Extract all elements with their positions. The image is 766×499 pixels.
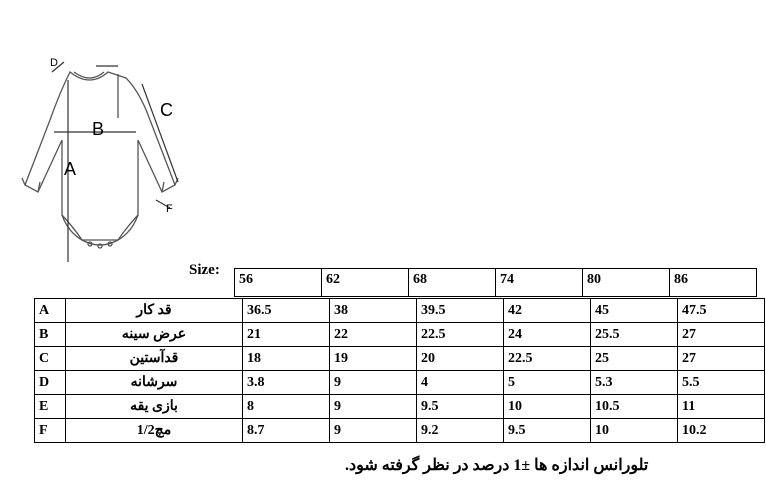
- cell-value: 9.5: [504, 419, 591, 443]
- cell-value: 3.8: [243, 371, 330, 395]
- size-68: 68: [409, 269, 496, 297]
- cell-value: 11: [678, 395, 765, 419]
- size-56: 56: [235, 269, 322, 297]
- label-b: B: [92, 119, 105, 139]
- row-letter: B: [35, 323, 66, 347]
- cell-value: 27: [678, 347, 765, 371]
- row-name: قدآستین: [66, 347, 243, 371]
- size-86: 86: [670, 269, 757, 297]
- cell-value: 9: [330, 371, 417, 395]
- table-row: [35, 347, 765, 371]
- row-letter: F: [35, 419, 66, 443]
- size-label: Size:: [189, 262, 220, 278]
- cell-value: 8.7: [243, 419, 330, 443]
- cell-value: 38: [330, 299, 417, 323]
- cell-value: 8: [243, 395, 330, 419]
- cell-value: 5.5: [678, 371, 765, 395]
- table-row: [35, 371, 765, 395]
- cell-value: 22.5: [417, 323, 504, 347]
- cell-value: 36.5: [243, 299, 330, 323]
- row-name: قد کار: [66, 299, 243, 323]
- label-a: A: [64, 159, 77, 179]
- cell-value: 9: [330, 419, 417, 443]
- cell-value: 5.3: [591, 371, 678, 395]
- label-d: D: [50, 57, 58, 69]
- cell-value: 39.5: [417, 299, 504, 323]
- row-letter: E: [35, 395, 66, 419]
- row-name: بازی یقه: [66, 395, 243, 419]
- row-name: سرشانه: [66, 371, 243, 395]
- size-header-table: [234, 268, 757, 297]
- cell-value: 21: [243, 323, 330, 347]
- label-f: F: [166, 203, 173, 215]
- cell-value: 9: [330, 395, 417, 419]
- cell-value: 10: [504, 395, 591, 419]
- cell-value: 22.5: [504, 347, 591, 371]
- cell-value: 10.5: [591, 395, 678, 419]
- bodysuit-diagram: [0, 0, 200, 280]
- row-letter: A: [35, 299, 66, 323]
- size-62: 62: [322, 269, 409, 297]
- cell-value: 45: [591, 299, 678, 323]
- label-c: C: [160, 100, 173, 120]
- cell-value: 5: [504, 371, 591, 395]
- table-row: [35, 395, 765, 419]
- row-name: عرض سینه: [66, 323, 243, 347]
- table-row: [35, 299, 765, 323]
- cell-value: 42: [504, 299, 591, 323]
- cell-value: 24: [504, 323, 591, 347]
- row-letter: D: [35, 371, 66, 395]
- row-letter: C: [35, 347, 66, 371]
- measurement-table: [34, 298, 765, 443]
- cell-value: 10.2: [678, 419, 765, 443]
- size-74: 74: [496, 269, 583, 297]
- table-row: [35, 323, 765, 347]
- size-80: 80: [583, 269, 670, 297]
- cell-value: 4: [417, 371, 504, 395]
- cell-value: 22: [330, 323, 417, 347]
- cell-value: 20: [417, 347, 504, 371]
- table-row: [35, 419, 765, 443]
- tolerance-note: تلورانس اندازه ها ±1 درصد در نظر گرفته شود.: [345, 457, 649, 474]
- cell-value: 9.5: [417, 395, 504, 419]
- cell-value: 10: [591, 419, 678, 443]
- cell-value: 9.2: [417, 419, 504, 443]
- cell-value: 18: [243, 347, 330, 371]
- cell-value: 19: [330, 347, 417, 371]
- cell-value: 25: [591, 347, 678, 371]
- cell-value: 27: [678, 323, 765, 347]
- cell-value: 47.5: [678, 299, 765, 323]
- row-name: مچ1/2: [66, 419, 243, 443]
- cell-value: 25.5: [591, 323, 678, 347]
- bodysuit-outline: [25, 72, 175, 240]
